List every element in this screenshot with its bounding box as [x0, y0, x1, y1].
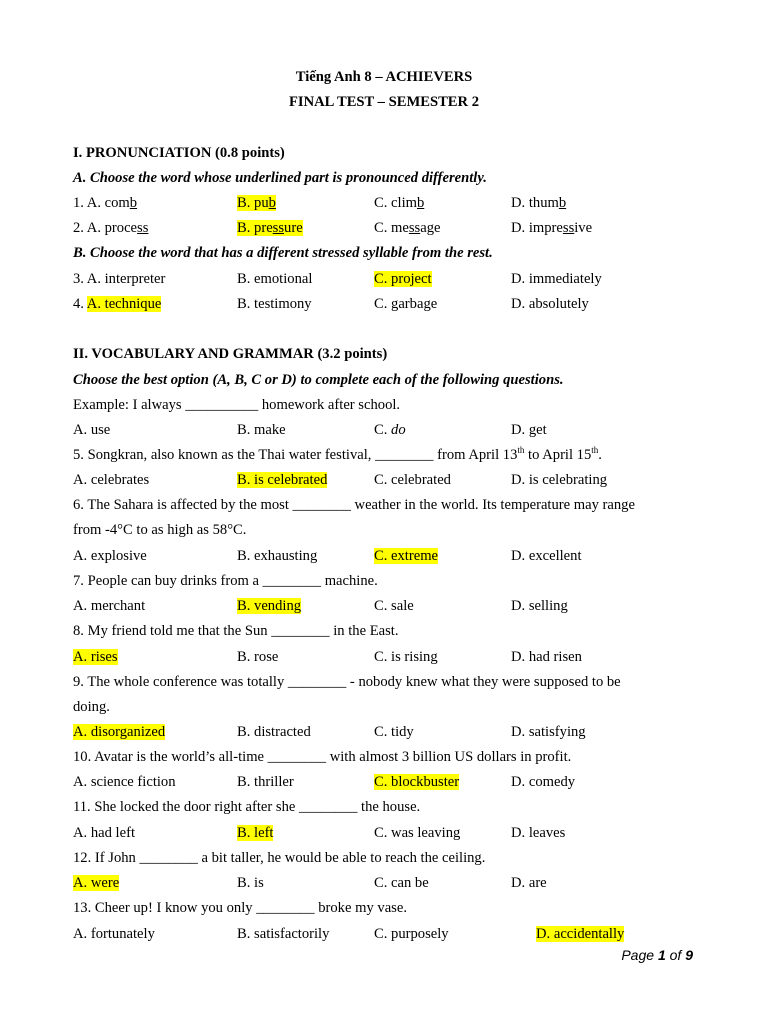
q12-option-c: C. can be [374, 875, 429, 891]
q13-option-d: D. accidentally [536, 926, 625, 942]
example-option-c: C. do [374, 422, 406, 438]
question-6-text-line-1: 6. The Sahara is affected by the most ________ weather in the world. Its temperature may range [73, 497, 635, 513]
q13-option-c: C. purposely [374, 926, 449, 942]
q1-option-a: 1. A. comb [73, 195, 138, 211]
q2-option-b: B. pressure [237, 220, 303, 236]
q8-option-d: D. had risen [511, 649, 582, 665]
q1-option-b: B. pub [237, 195, 276, 211]
q11-option-d: D. leaves [511, 825, 566, 841]
question-12-text: 12. If John ________ a bit taller, he would be able to reach the ceiling. [73, 850, 486, 866]
q5-option-d: D. is celebrating [511, 472, 608, 488]
q3-option-b: B. emotional [237, 271, 313, 287]
part-b-instruction: B. Choose the word that has a different stressed syllable from the rest. [73, 245, 493, 261]
example-option-a: A. use [73, 422, 111, 438]
q8-option-c: C. is rising [374, 649, 438, 665]
q10-option-a: A. science fiction [73, 774, 176, 790]
q11-option-a: A. had left [73, 825, 136, 841]
q4-option-a: 4. A. technique [73, 296, 162, 312]
q6-option-d: D. excellent [511, 548, 582, 564]
example-question: Example: I always __________ homework after school. [73, 397, 401, 413]
q2-option-c: C. message [374, 220, 441, 236]
question-11-text: 11. She locked the door right after she ________ the house. [73, 799, 421, 815]
q13-option-a: A. fortunately [73, 926, 155, 942]
q7-option-a: A. merchant [73, 598, 146, 614]
question-5-text: 5. Songkran, also known as the Thai water festival, ________ from April 13th to April 15th. [73, 445, 602, 463]
section-pronunciation-heading: I. PRONUNCIATION (0.8 points) [73, 145, 285, 161]
q11-option-c: C. was leaving [374, 825, 461, 841]
q9-option-d: D. satisfying [511, 724, 586, 740]
q6-option-a: A. explosive [73, 548, 147, 564]
q9-option-a: A. disorganized [73, 724, 166, 740]
q9-option-c: C. tidy [374, 724, 414, 740]
q9-option-b: B. distracted [237, 724, 311, 740]
question-8-text: 8. My friend told me that the Sun ________ in the East. [73, 623, 399, 639]
q10-option-b: B. thriller [237, 774, 294, 790]
q2-option-d: D. impressive [511, 220, 593, 236]
question-6-text-line-2: from -4°C to as high as 58°C. [73, 522, 247, 538]
q6-option-c: C. extreme [374, 548, 439, 564]
section-vocabulary-heading: II. VOCABULARY AND GRAMMAR (3.2 points) [73, 346, 388, 362]
q5-option-b: B. is celebrated [237, 472, 328, 488]
question-9-text-line-2: doing. [73, 699, 110, 715]
q12-option-a: A. were [73, 875, 120, 891]
q1-option-c: C. climb [374, 195, 425, 211]
q7-option-c: C. sale [374, 598, 414, 614]
example-option-d: D. get [511, 422, 547, 438]
question-9-text-line-1: 9. The whole conference was totally ________ - nobody knew what they were supposed to be [73, 674, 621, 690]
question-13-text: 13. Cheer up! I know you only ________ broke my vase. [73, 900, 407, 916]
q11-option-b: B. left [237, 825, 274, 841]
page-number: Page 1 of 9 [621, 947, 693, 963]
q4-option-d: D. absolutely [511, 296, 589, 312]
document-title: Tiếng Anh 8 – ACHIEVERS [295, 69, 473, 85]
q10-option-c: C. blockbuster [374, 774, 460, 790]
document-subtitle: FINAL TEST – SEMESTER 2 [288, 94, 480, 110]
q8-option-a: A. rises [73, 649, 118, 665]
q4-option-b: B. testimony [237, 296, 312, 312]
q3-option-c: C. project [374, 271, 432, 287]
q12-option-b: B. is [237, 875, 264, 891]
question-7-text: 7. People can buy drinks from a ________ machine. [73, 573, 378, 589]
q5-option-c: C. celebrated [374, 472, 451, 488]
q6-option-b: B. exhausting [237, 548, 318, 564]
example-option-b: B. make [237, 422, 286, 438]
q7-option-d: D. selling [511, 598, 568, 614]
section-2-instruction: Choose the best option (A, B, C or D) to complete each of the following questions. [73, 372, 564, 388]
q3-option-a: 3. A. interpreter [73, 271, 166, 287]
q10-option-d: D. comedy [511, 774, 576, 790]
q8-option-b: B. rose [237, 649, 279, 665]
q2-option-a: 2. A. process [73, 220, 149, 236]
q4-option-c: C. garbage [374, 296, 438, 312]
q1-option-d: D. thumb [511, 195, 567, 211]
q13-option-b: B. satisfactorily [237, 926, 330, 942]
q5-option-a: A. celebrates [73, 472, 150, 488]
q7-option-b: B. vending [237, 598, 302, 614]
question-10-text: 10. Avatar is the world’s all-time ________ with almost 3 billion US dollars in profit. [73, 749, 572, 765]
part-a-instruction: A. Choose the word whose underlined part is pronounced differently. [73, 170, 487, 186]
q12-option-d: D. are [511, 875, 547, 891]
q3-option-d: D. immediately [511, 271, 602, 287]
